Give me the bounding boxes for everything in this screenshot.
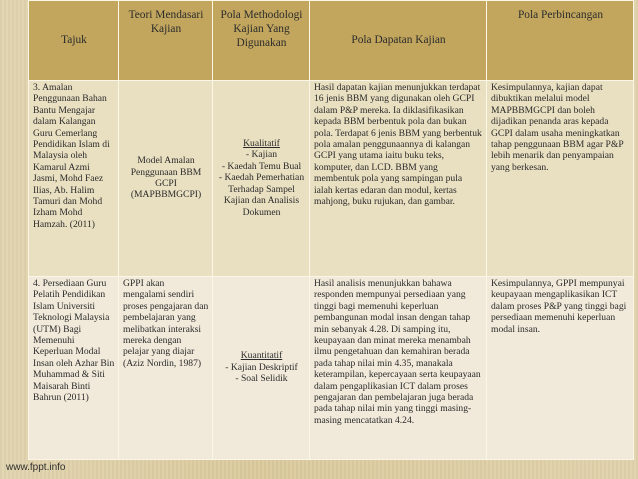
method-item: - Soal Selidik xyxy=(235,373,288,385)
header-tajuk: Tajuk xyxy=(29,1,119,81)
cell-dapatan: Hasil dapatan kajian menunjukkan terdapat 16 jenis BBM yang digunakan oleh GCPI dalam P&P mereka. Ia diklasifikasikan kepada BBM berbentuk pola dan bukan pola. Terdapat 6 jenis BBM yang berbentuk pola amalan penggunaannya di kalangan GCPI yang utama iaitu buku teks, komputer, dan LCD. BBM yang membentuk pola yang sampingan pula ialah kertas edaran dan modul, kertas mahjong, buku rujukan, dan gambar. xyxy=(310,81,487,277)
cell-metodologi xyxy=(213,277,310,460)
header-metodologi: Pola Methodologi Kajian Yang Digunakan xyxy=(213,1,310,81)
cell-dapatan: Hasil analisis menunjukkan bahawa responden mempunyai persediaan yang tinggi bagi memenuhi keperluan pembangunan modal insan dengan tahap min sebanyak 4.28. Di samping itu, keupayaan dan minat mereka menambah ilmu pengetahuan dan kemahiran berada pada tahap nilai min 4.35, manakala keterampilan, kepercayaan serta keupayaan dalam pengaplikasian ICT dalam proses pengajaran dan pembelajaran juga berada pada tahap nilai min yang tinggi masing-masing mencatatkan 4.24. xyxy=(310,277,487,460)
table-row xyxy=(29,277,634,460)
method-item: - Kaedah Pemerhatian Terhadap Sampel Kajian dan Analisis Dokumen xyxy=(218,172,305,218)
method-item: - Kajian Deskriptif xyxy=(225,361,298,373)
literature-review-table xyxy=(28,0,634,460)
header-perbincangan: Pola Perbincangan xyxy=(487,1,634,81)
method-item: - Kajian xyxy=(245,149,278,161)
header-teori: Teori Mendasari Kajian xyxy=(119,1,213,81)
header-row xyxy=(29,1,634,81)
cell-teori: GPPI akan mengalami sendiri proses pengajaran dan pembelajaran yang melibatkan interaksi mereka dengan pelajar yang diajar (Aziz Nordin, 1987) xyxy=(119,277,213,460)
cell-tajuk: 3. Amalan Penggunaan Bahan Bantu Mengajar dalam Kalangan Guru Cemerlang Pendidikan Islam di Malaysia oleh Kamarul Azmi Jasmi, Mohd Faez Ilias, Ab. Halim Tamuri dan Mohd Izham Mohd Hamzah. (2011) xyxy=(29,81,119,277)
method-type: Kualitatif xyxy=(243,138,280,150)
method-item: - Kaedah Temu Bual xyxy=(221,160,302,172)
cell-perbincangan: Kesimpulannya, kajian dapat dibuktikan melalui model MAPBBMGCPI dan boleh dijadikan penanda aras kepada GCPI dalam usaha meningkatkan tahap penggunaan BBM agar P&P lebih menarik dan penyampaian yang berkesan. xyxy=(487,81,634,277)
method-type: Kuantitatif xyxy=(240,350,283,362)
cell-tajuk: 4. Persediaan Guru Pelatih Pendidikan Islam Universiti Teknologi Malaysia (UTM) Bagi Memenuhi Keperluan Modal Insan oleh Azhar Bin Muhammad & Siti Maisarah Binti Bahrun (2011) xyxy=(29,277,119,460)
footer-credit: www.fppt.info xyxy=(6,462,66,473)
table-row xyxy=(29,81,634,277)
cell-metodologi xyxy=(213,81,310,277)
header-dapatan: Pola Dapatan Kajian xyxy=(310,1,487,81)
cell-teori: Model Amalan Penggunaan BBM GCPI (MAPBBMGCPI) xyxy=(119,81,213,277)
cell-perbincangan: Kesimpulannya, GPPI mempunyai keupayaan mengaplikasikan ICT dalam proses P&P yang tinggi bagi persediaan memenuhi keperluan modal insan. xyxy=(487,277,634,460)
